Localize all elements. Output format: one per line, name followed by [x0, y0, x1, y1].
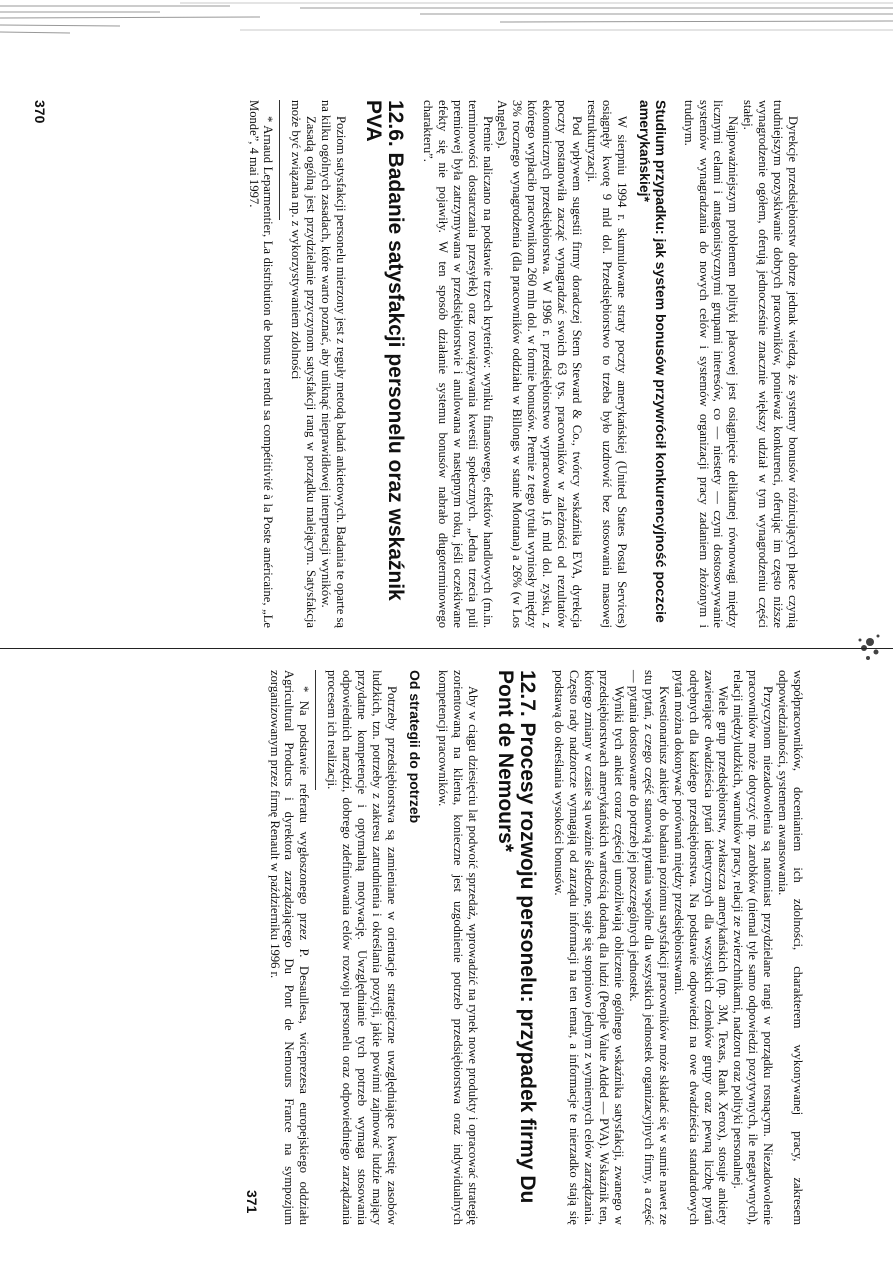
scan-edge-noise	[0, 0, 893, 42]
right-intro-paragraph: Kwestionariusz ankiety do badania poziomu satysfakcji pracowników może składać się w sumie nawet ze stu pytań, z czego część stanowią pytania wspólne dla wszystkich jednostek organizacyjnych firmy, a część — pytania dostosowane do potrzeb jej poszczególnych jednostek.	[627, 670, 671, 1225]
footnote: * Arnaud Leparmentier, La distribution de bonus a rendu sa compétitivité à la Poste américaine, „Le Monde”, 4 mai 1997.	[246, 100, 276, 628]
left-page	[30, 100, 800, 628]
case-study-paragraph: Pod wpływem sugestii firmy doradczej Stern Steward & Co., twórcy wskaźnika EVA, dyrekcja poczty postanowiła zacząć wynagradzać swoich 63 tys. pracowników w zależności od rezultatów ekonomicznych przedsiębiorstwa. W 1996 r. przedsiębiorstwo wypracowało 1,6 mld dol. zysku, z którego wypłaciło pracownikom 260 mln dol. w formie bonusów. Premie z tego tytułu wyniosły między 3% rocznego wynagrodzenia (dla pracowników oddziału w Billongs w stanie Montana) a 26% (w Los Angeles).	[495, 100, 585, 628]
section-paragraph: Poziom satysfakcji personelu mierzony jest z reguły metodą badań ankietowych. Badania te oparte są na kilku ogólnych zasadach, które warto poznać, aby uniknąć nieprawidłowej interpretacji wyników.	[319, 100, 349, 628]
footnote-separator	[315, 670, 316, 790]
right-intro-paragraph: Przyczynom niezadowolenia są natomiast przydzielane rangi w porządku rosnącym. Niezadowolenie pracowników może dotyczyć np. zarobków (niemal tyle samo odpowiedzi pozytywnych, ile negatywnych), relacji międzyludzkich, warunków pracy, relacji ze zwierzchnikami, nadzoru oraz polityki personalnej.	[731, 670, 776, 1225]
left-intro-paragraph: Dyrekcje przedsiębiorstw dobrze jednak wiedzą, że systemy bonusów różnicujących płace czynią trudniejszym pozyskiwanie dobrych pracowników, ponieważ konkurenci, oferując im często niższe wynagrodzenie ogółem, oferują jednocześnie znacznie większy udział w tym wynagrodzeniu części stałej.	[741, 100, 800, 628]
section-paragraph: Zasadą ogólną jest przydzielanie przyczynom satysfakcji rang w porządku malejącym. Satysfakcja może być związana np. z wykorzystywaniem zdolności	[289, 100, 319, 628]
right-intro-paragraph: Wiele grup przedsiębiorstw, zwłaszcza amerykańskich (np. 3M, Texas, Rank Xerox), stosuje ankiety zawierające dwadzieścia pytań identycznych dla wszystkich członków grupy oraz pewną liczbę pytań odrębnych dla każdego przedsiębiorstwa. Na podstawie odpowiedzi na owe dwadzieścia standardowych pytań można dokonywać porównań między przedsiębiorstwami.	[671, 670, 731, 1225]
footnote: * Na podstawie referatu wygłoszonego przez P. Desaullesa, wiceprezesa europejskiego oddziału Agricultural Products i dyrektora zarządzającego Du Pont de Nemours France na sympozjum zorganizowanym przez firmę Renault w październiku 1996 r.	[267, 670, 312, 1225]
page-fold-line	[0, 648, 893, 649]
section-paragraph: Aby w ciągu dziesięciu lat podwoić sprzedaż, wprowadzić na rynek nowe produkty i opracować strategię zorientowaną na klienta, konieczne jest uzgodnienie potrzeb przedsiębiorstwa oraz indywidualnych kompetencji pracowników.	[435, 670, 480, 1225]
footnote-separator	[279, 100, 280, 220]
page-number: 370	[32, 100, 48, 124]
scan-speck	[848, 618, 888, 678]
section-heading-12-6: 12.6. Badanie satysfakcji personelu oraz wskaźnik PVA	[362, 100, 408, 601]
right-intro-paragraph: Wyniki tych ankiet coraz częściej umożliwiają obliczenie ogólnego wskaźnika satysfakcji, zwanego w przedsiębiorstwach amerykańskich wartością dodaną dla ludzi (People Value Added — PVA). Wskaźnik ten, którego zmiany w czasie są uważnie śledzone, staje się stopniowo jednym z wymiernych celów zarządzania. Często rady nadzorcze wymagają od zarządu informacji na ten temat, a informacje te nierzadko stają się podstawą do określania wysokości bonusów.	[552, 670, 627, 1225]
page-number: 371	[244, 1190, 260, 1214]
case-study-paragraph: Premie naliczano na podstawie trzech kryteriów: wyniku finansowego, efektów handlowych (m.in. terminowości dostarczania przesyłek) oraz rozwiązywania kwestii społecznych. „Jedna trzecia puli premiowej była zatrzymywana w przedsiębiorstwie i anulowana w następnym roku, jeśli oczekiwane efekty się nie pojawiły. W ten sposób działanie systemu bonusów nabrało długoterminowego charakteru”.	[420, 100, 495, 628]
right-page	[245, 670, 805, 1225]
case-study-heading: Studium przypadku: jak system bonusów przywrócił konkurencyjność poczcie amerykańskiej*	[636, 100, 669, 623]
section-heading-12-7: 12.7. Procesy rozwoju personelu: przypadek firmy Du Pont de Nemours*	[493, 670, 539, 1204]
case-study-paragraph: W sierpniu 1994 r. skumulowane straty poczty amerykańskiej (United States Postal Services) osiągnęły kwotę 9 mld dol. Przedsiębiorstwo to trzeba było uzdrowić bez stosowania masowej restrukturyzacji.	[584, 100, 629, 628]
subsection-heading: Od strategii do potrzeb	[406, 670, 423, 824]
left-intro-paragraph: Najpoważniejszym problemem polityki płacowej jest osiągnięcie delikatnej równowagi między licznymi celami i antagonistycznymi grupami interesów, co — niestety — czyni dostosowywanie systemów wynagradzania do nowych celów i systemów organizacji pracy zadaniem złożonym i trudnym.	[681, 100, 741, 628]
subsection-paragraph: Potrzeby przedsiębiorstwa są zamieniane w orientacje strategiczne uwzględniające kwestię zasobów ludzkich, tzn. potrzeby z zakresu zatrudnienia i określania pozycji, jakie powinni zajmować ludzie mający przydatne kompetencje i optymalną motywację. Uwzględnianie tych potrzeb wymaga stosowania odpowiednich narzędzi, dobrego zdefiniowania celów rozwoju personelu oraz odpowiedniego zarządzania procesem ich realizacji.	[325, 670, 399, 1225]
right-intro-paragraph: współpracowników, docenianiem ich zdolności, charakterem wykonywanej pracy, zakresem odpowiedzialności, systemem awansowania.	[776, 670, 805, 1225]
